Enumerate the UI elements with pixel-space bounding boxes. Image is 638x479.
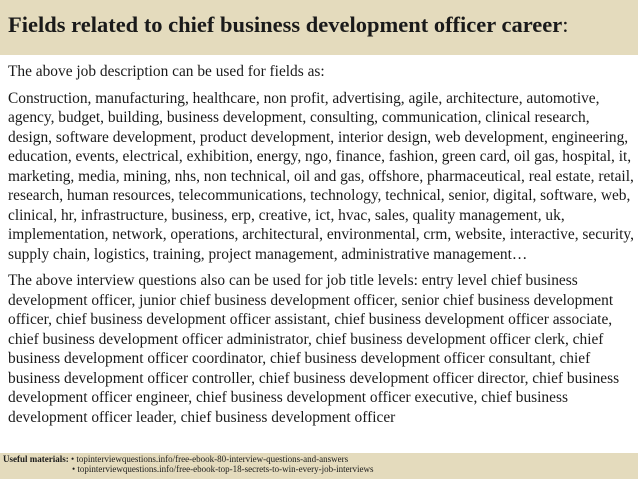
intro-paragraph: The above job description can be used for fields as: [8,63,325,80]
footer-row-2 [3,464,638,474]
fields-paragraph: Construction, manufacturing, healthcare, non profit, advertising, agile, architecture, automotive, agency, budget, building, business development, consulting, communication, clinical research, design, software development, product development, interior design, web development, engineering, education, events, electrical, exhibition, energy, ngo, finance, fashion, green card, oil gas, hospital, it, marketing, media, mining, nhs, non technical, oil and gas, offshore, pharmaceutical, real estate, retail, research, human resources, telecommunications, technology, technical, senior, digital, software, web, clinical, hr, infrastructure, business, erp, creative, ict, hvac, sales, quality management, uk, implementation, network, operations, architectural, environmental, crm, website, interactive, security, supply chain, logistics, training, project management, administrative management… [8,89,634,263]
job-levels-paragraph: The above interview questions also can be used for job title levels: entry level chief business development officer, junior chief business development officer, senior chief business development officer, chief business development officer assistant, chief business development officer associate, chief business development officer administrator, chief business development officer clerk, chief business development officer coordinator, chief business development officer consultant, chief business development officer controller, chief business development officer director, chief business development officer engineer, chief business development officer executive, chief business development officer leader, chief business development officer [8,272,620,426]
page-title-colon: : [562,12,569,37]
title-bar [0,0,638,55]
page-title [0,0,638,38]
footer-link-ebook-80-questions[interactable]: • topinterviewquestions.info/free-ebook-80-interview-questions-and-answers [71,454,349,464]
footer-row-1 [3,454,638,464]
useful-materials-separator: : [65,454,69,464]
page-title-text: Fields related to chief business development officer career [8,12,563,37]
footer [0,453,638,479]
main-content [8,62,634,434]
footer-link-ebook-18-secrets[interactable]: • topinterviewquestions.info/free-ebook-top-18-secrets-to-win-every-job-interviews [72,464,374,474]
useful-materials-label: Useful materials [3,454,66,464]
